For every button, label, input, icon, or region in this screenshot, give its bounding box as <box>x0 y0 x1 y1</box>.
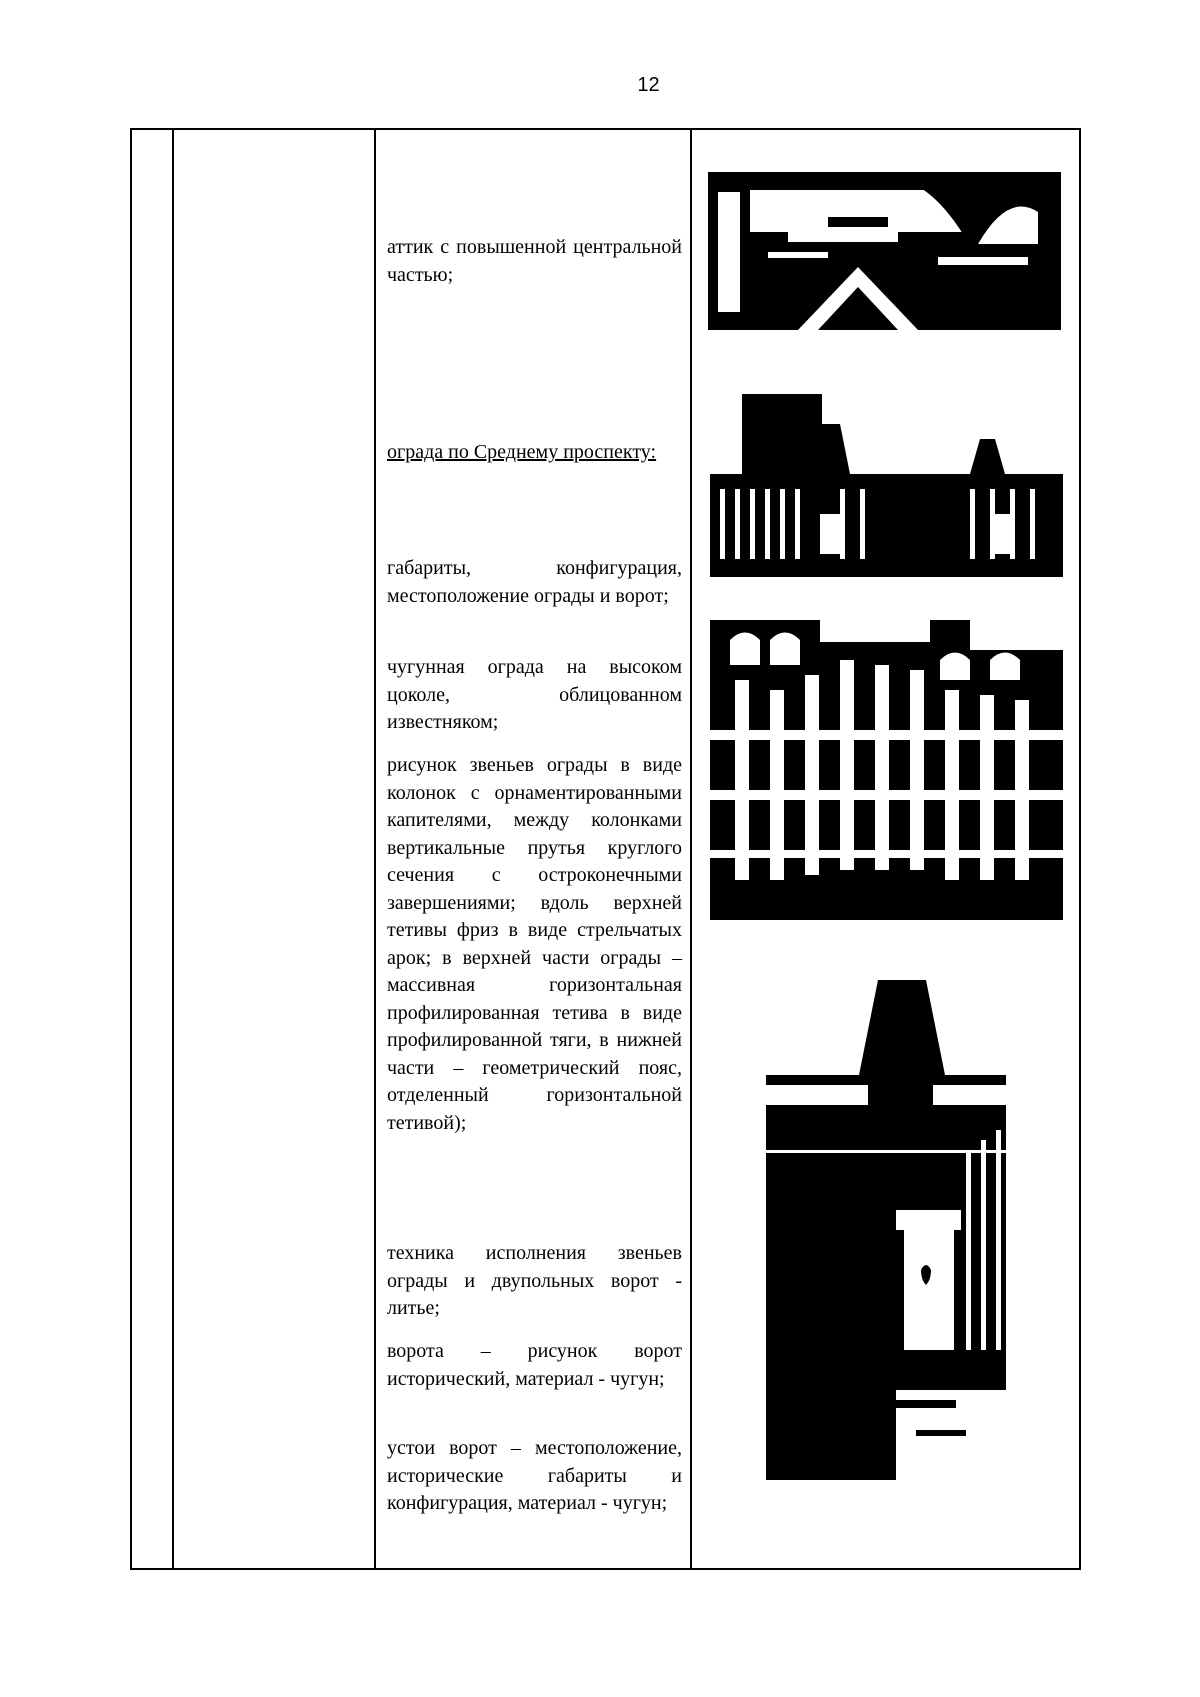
text-fence-pattern: рисунок звеньев ограды в виде колонок с орнаментированными капителями, между колонками вертикальные прутья круглого сечения с остроконечными завершениями; вдоль верхней тетивы фриз в виде стрельчатых арок; в верхней части ограды – массивная горизонтальная профилированная тетива в виде профилированной тяги, в нижней части – геометрический пояс, отделенный горизонтальной тетивой); <box>387 754 682 1134</box>
fence-heading: ограда по Среднему проспекту: <box>387 441 657 463</box>
text-attic: аттик с повышенной центральной частью; <box>387 236 682 286</box>
text-dimensions: габариты, конфигурация, местоположение ограды и ворот; <box>387 557 682 607</box>
text-technique: техника исполнения звеньев ограды и двупольных ворот - литье; <box>387 1242 682 1319</box>
text-cast-iron-fence: чугунная ограда на высоком цоколе, облицованном известняком; <box>387 656 682 733</box>
table-column-divider <box>172 128 174 1570</box>
table-column-divider <box>374 128 376 1570</box>
text-gate-pillars: устои ворот – местоположение, исторические габариты и конфигурация, материал - чугун; <box>387 1437 682 1514</box>
fence-photo <box>710 394 1063 594</box>
attic-photo <box>708 172 1061 330</box>
page-number: 12 <box>637 74 660 96</box>
fence-detail-photo <box>710 620 1063 920</box>
table-column-divider <box>690 128 692 1570</box>
text-gates: ворота – рисунок ворот исторический, материал - чугун; <box>387 1340 682 1390</box>
gate-pillar-photo <box>766 970 1006 1480</box>
